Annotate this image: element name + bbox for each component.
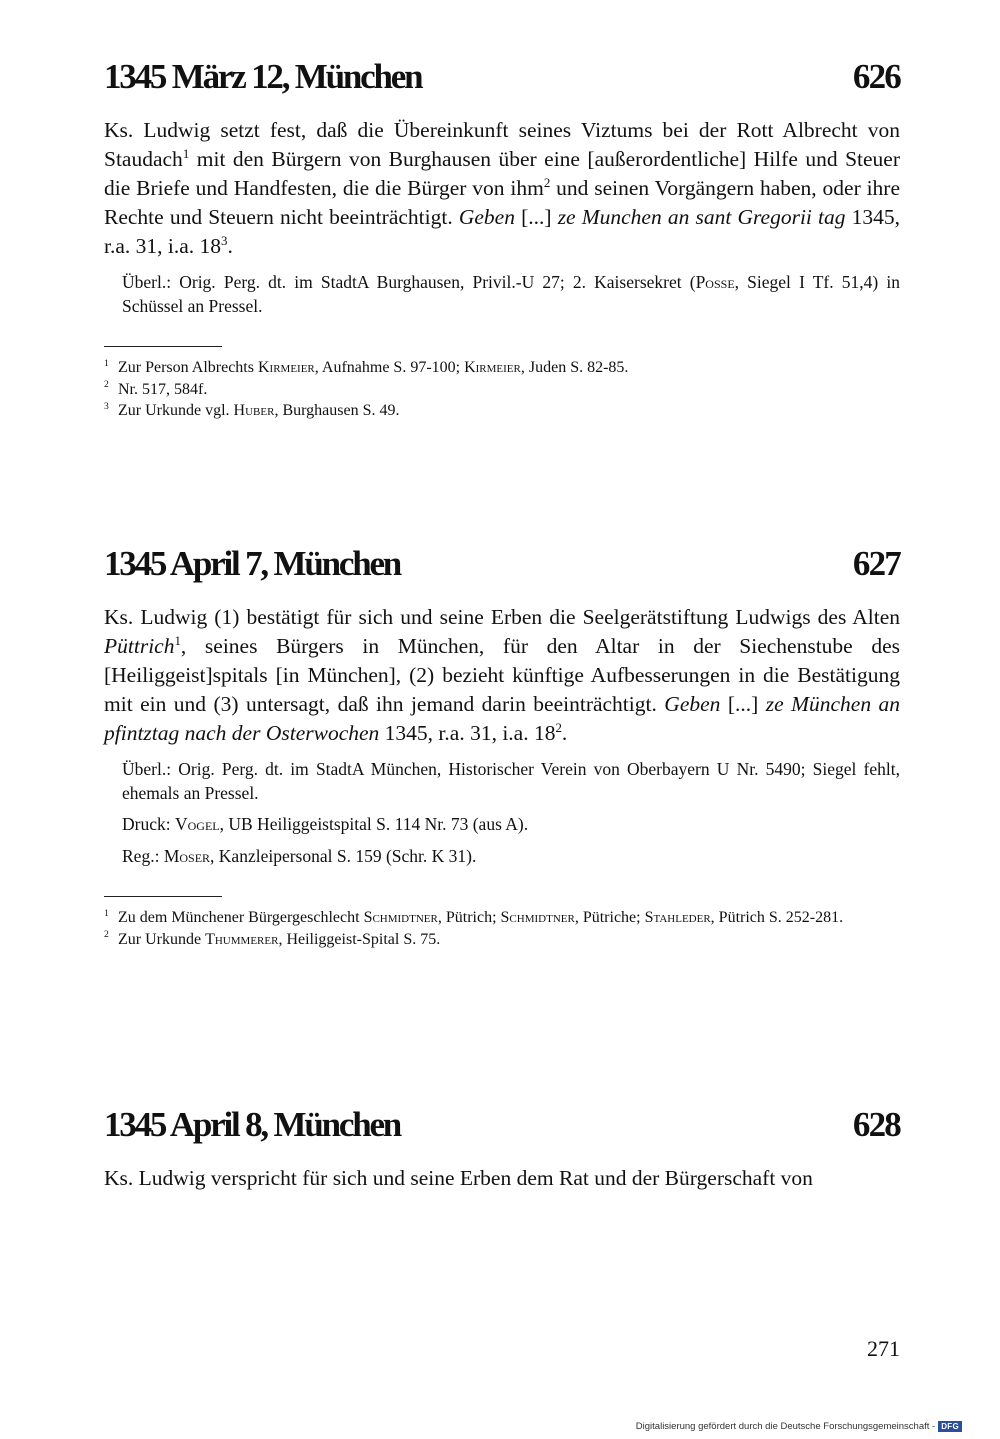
italic-text: Püttrich xyxy=(104,634,175,658)
footnote-rule xyxy=(104,896,222,897)
text-run: , Heiliggeist-Spital S. 75. xyxy=(278,930,441,948)
entry-number: 627 xyxy=(852,544,900,583)
text-run: , Burghausen S. 49. xyxy=(274,402,400,419)
footnote-rule xyxy=(104,346,222,347)
text-run: Druck: xyxy=(122,814,175,834)
tradition-notes xyxy=(104,758,900,868)
text-run: , Aufnahme S. 97-100; xyxy=(314,359,465,376)
footnotes xyxy=(104,357,900,422)
footnotes xyxy=(104,907,900,950)
regest-text xyxy=(104,1164,900,1193)
regest-text xyxy=(104,116,900,261)
footnote: $^3$ Zur Urkunde vgl. Huber, Burghausen S. 49. xyxy=(104,400,400,419)
text-run: Überl.: Orig. Perg. dt. im StadtA Burghausen, Privil.-U 27; 2. Kaisersekret ( xyxy=(122,272,696,292)
entry-number: 628 xyxy=(852,1105,900,1144)
author-name: Schmidtner xyxy=(363,909,438,926)
text-run: Ks. Ludwig setzt fest, daß die Übereinkunft seines Viztums bei der Rott Albrecht von Staudach xyxy=(104,118,900,171)
text-run: , Juden S. 82-85. xyxy=(520,359,629,376)
text-run: 1345, r.a. 31, i.a. 18 xyxy=(104,205,901,258)
author-name: Posse xyxy=(695,272,735,292)
tradition-note xyxy=(122,758,900,805)
text-run: , Siegel I Tf. 51,4) in Schüssel an Pressel. xyxy=(122,272,900,316)
text-run: , Pütrich S. 252-281. xyxy=(710,909,844,926)
text-run: Zur Urkunde xyxy=(118,930,206,948)
italic-text: Geben xyxy=(664,692,721,716)
footnote-ref: 2 xyxy=(543,175,551,190)
text-run: , UB Heiliggeistspital S. 114 Nr. 73 (aus A). xyxy=(219,814,529,834)
author-name: Vogel xyxy=(174,814,220,834)
text-run: Nr. 517, 584f. xyxy=(118,380,208,398)
footnote: $^2$ Nr. 517, 584f. xyxy=(104,379,208,398)
text-run: . xyxy=(561,721,568,745)
entry-header xyxy=(104,541,900,587)
author-name: Moser xyxy=(163,845,211,866)
footnote-ref: 1 xyxy=(174,633,181,648)
footnote: $^1$ Zur Person Albrechts Kirmeier, Aufnahme S. 97-100; Kirmeier, Juden S. 82-85. xyxy=(104,357,629,376)
page-number: 271 xyxy=(867,1336,900,1361)
entry-628 xyxy=(104,1102,900,1193)
text-run: und seinen Vorgängern haben, oder ihre Rechte und Steuern nicht beeinträchtigt. xyxy=(104,176,900,229)
author-name: Thummerer xyxy=(205,930,279,948)
entry-627 xyxy=(104,541,900,950)
dfg-logo: DFG xyxy=(938,1421,962,1432)
entry-date: 1345 März 12, München xyxy=(104,57,422,96)
text-run: , Kanzleipersonal S. 159 (Schr. K 31). xyxy=(210,845,477,866)
footnote: $^2$ Zur Urkunde Thummerer, Heiliggeist-Spital S. 75. xyxy=(104,929,441,948)
entry-date: 1345 April 8, München xyxy=(104,1105,401,1144)
author-name: Huber xyxy=(233,402,275,419)
italic-text: Geben xyxy=(458,205,515,229)
text-run: , Pütriche; xyxy=(574,909,645,926)
text-run: , Pütrich; xyxy=(437,909,501,926)
text-run: Zur Person Albrechts xyxy=(118,359,258,376)
text-run: Zu dem Münchener Bürgergeschlecht xyxy=(118,909,364,926)
dfg-credit xyxy=(636,1421,962,1432)
footnote-ref: 1 xyxy=(182,146,190,161)
regest-text xyxy=(104,603,900,748)
entry-626 xyxy=(104,54,900,422)
author-name: Kirmeier xyxy=(464,359,521,376)
text-run: [...] xyxy=(720,692,766,716)
tradition-note xyxy=(122,271,900,318)
entry-header xyxy=(104,54,900,100)
tradition-note xyxy=(122,813,900,837)
entry-number: 626 xyxy=(852,57,900,96)
text-run: , seines Bürgers in München, für den Altar in der Siechenstube des [Heiliggeist]spitals [in München], (2) bezieht künftige Aufbesserungen in die Bestätigung mit ein und (3) untersagt, daß ihn jemand darin beeinträchtigt. xyxy=(104,634,900,716)
footnote: $^1$ Zu dem Münchener Bürgergeschlecht Schmidtner, Pütrich; Schmidtner, Pütriche; Stahleder, Pütrich S. 252-281. xyxy=(104,907,844,926)
italic-text: ze München an pfintztag nach der Osterwochen xyxy=(104,692,900,745)
text-run: [...] xyxy=(514,205,558,229)
italic-text: ze Munchen an sant Gregorii tag xyxy=(557,205,846,229)
entry-date: 1345 April 7, München xyxy=(104,544,401,583)
text-run: Überl.: Orig. Perg. dt. im StadtA München, Historischer Verein von Oberbayern U Nr. 5490; Siegel fehlt, ehemals an Pressel. xyxy=(122,759,900,803)
text-run: mit den Bürgern von Burghausen über eine [außerordentliche] Hilfe und Steuer die Briefe und Handfesten, die die Bürger von ihm xyxy=(104,147,900,200)
text-run: Ks. Ludwig verspricht für sich und seine Erben dem Rat und der Bürgerschaft von xyxy=(104,1166,813,1190)
text-run: Ks. Ludwig (1) bestätigt für sich und seine Erben die Seelgerätstiftung Ludwigs des Alten xyxy=(104,605,900,629)
entry-header xyxy=(104,1102,900,1148)
footnote-ref: 2 xyxy=(555,720,562,735)
text-run: . xyxy=(227,234,233,258)
tradition-note xyxy=(122,845,900,869)
author-name: Schmidtner xyxy=(500,909,575,926)
author-name: Stahleder xyxy=(644,909,711,926)
text-run: Zur Urkunde vgl. xyxy=(118,402,234,419)
author-name: Kirmeier xyxy=(257,359,315,376)
credit-text: Digitalisierung gefördert durch die Deutsche Forschungsgemeinschaft - xyxy=(635,1421,936,1432)
text-run: 1345, r.a. 31, i.a. 18 xyxy=(379,721,556,745)
tradition-notes xyxy=(104,271,900,318)
footnote-ref: 3 xyxy=(221,233,228,248)
text-run: Reg.: xyxy=(122,845,164,866)
